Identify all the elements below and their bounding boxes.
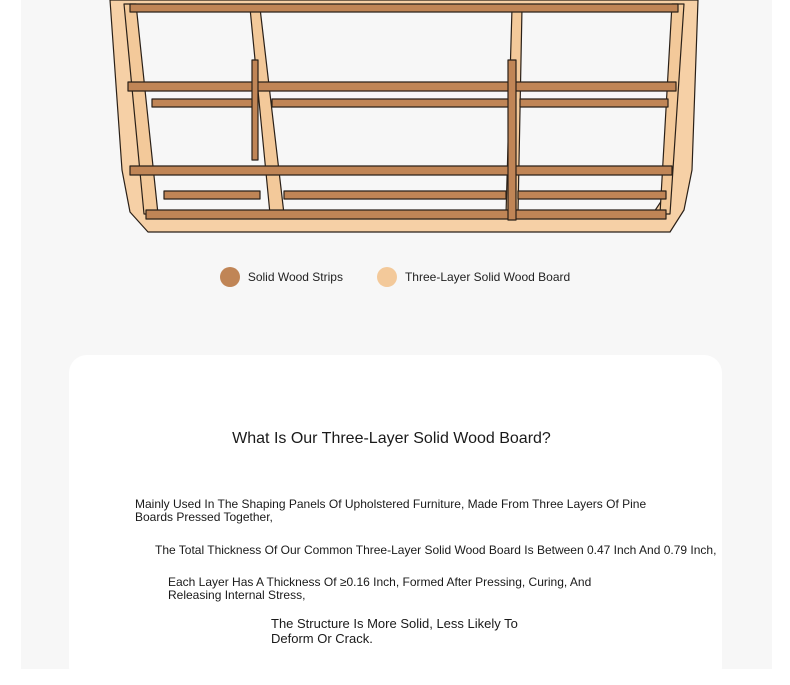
paragraph-usage: Mainly Used In The Shaping Panels Of Upholstered Furniture, Made From Three Layers Of Pine Boards Pressed Together, (135, 497, 647, 524)
paragraph-structure: The Structure Is More Solid, Less Likely To Deform Or Crack. (271, 616, 518, 646)
paragraph-thickness: The Total Thickness Of Our Common Three-Layer Solid Wood Board Is Between 0.47 Inch And 0.79 Inch, (155, 543, 717, 557)
sofa-frame-illustration (100, 0, 710, 240)
legend-swatch (377, 267, 397, 287)
legend-swatch (220, 267, 240, 287)
legend-label: Three-Layer Solid Wood Board (404, 270, 571, 284)
paragraph-layer: Each Layer Has A Thickness Of ≥0.16 Inch, Formed After Pressing, Curing, And Releasing Internal Stress, (168, 575, 592, 602)
material-legend (0, 267, 790, 287)
info-card (69, 355, 722, 685)
legend-item-solid-wood-strips (220, 267, 343, 287)
legend-label: Solid Wood Strips (247, 270, 343, 284)
legend-item-three-layer-board (377, 267, 570, 287)
card-title: What Is Our Three-Layer Solid Wood Board? (232, 430, 551, 447)
